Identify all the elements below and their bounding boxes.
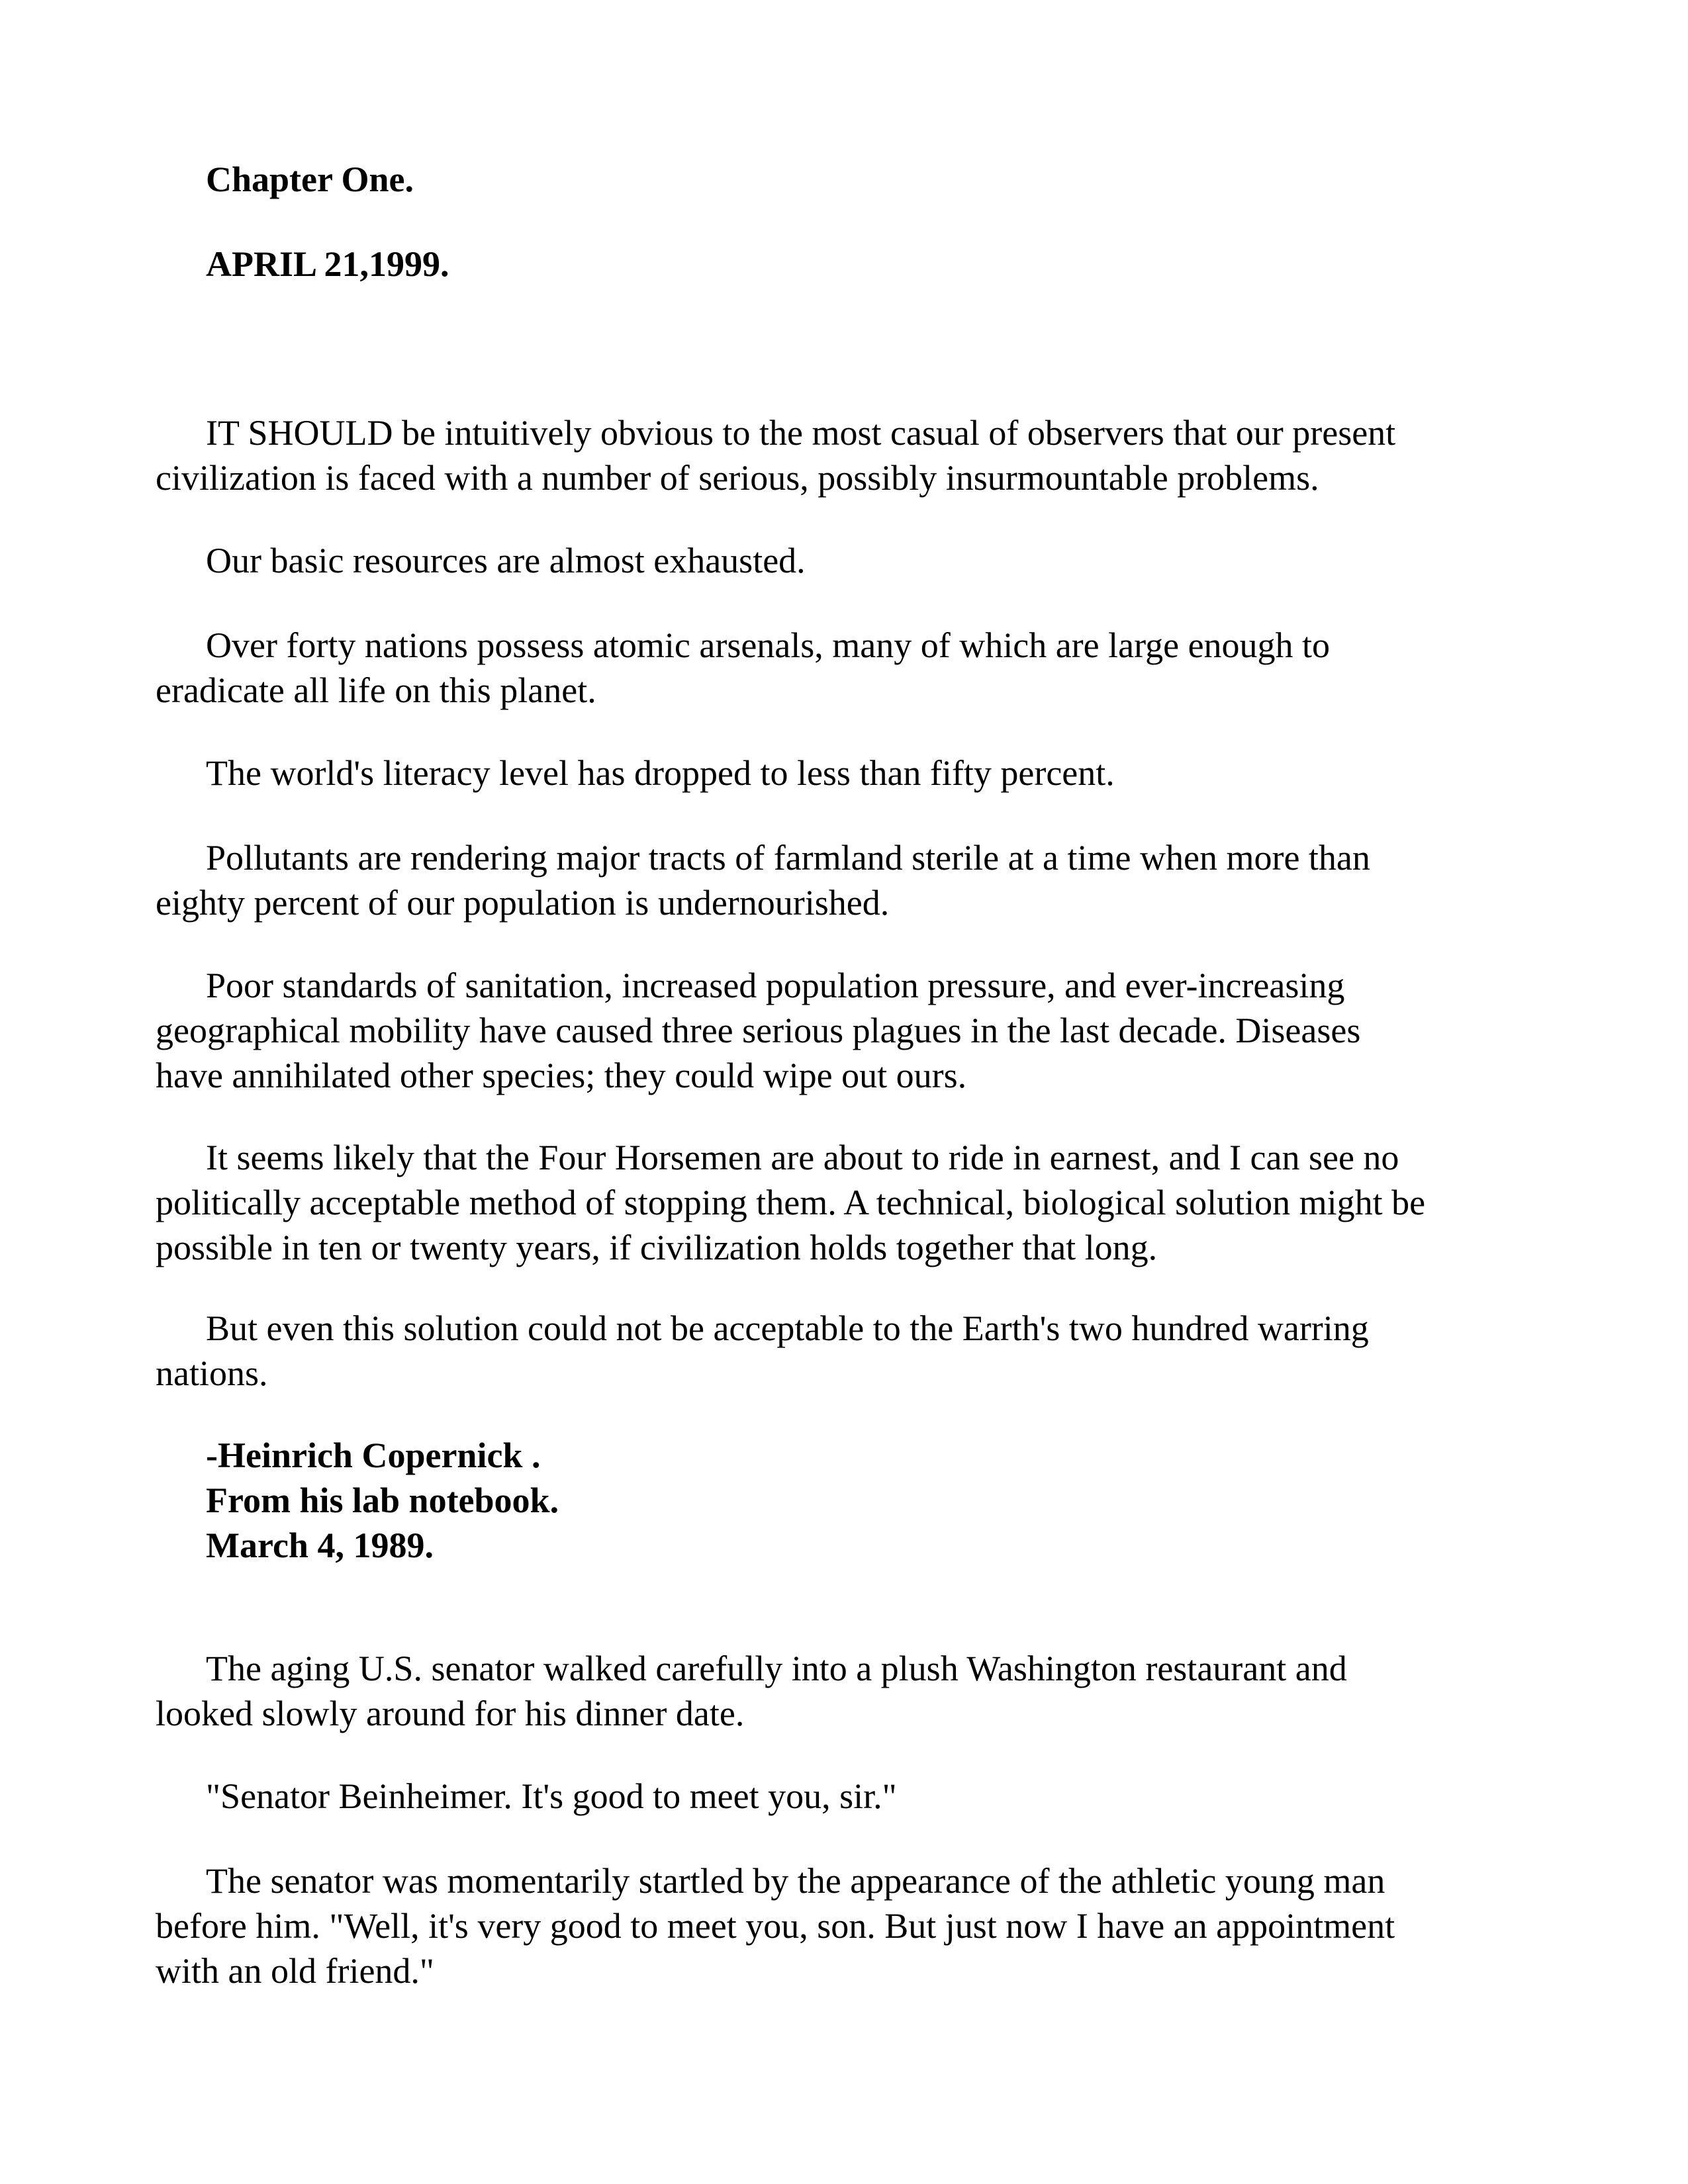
paragraph-line: nations. — [156, 1353, 268, 1393]
paragraph-line: Our basic resources are almost exhausted. — [206, 541, 806, 580]
paragraph — [156, 1646, 1532, 1736]
paragraph — [156, 623, 1532, 713]
paragraph-line: "Senator Beinheimer. It's good to meet you, sir." — [206, 1776, 897, 1816]
paragraph — [156, 835, 1532, 925]
attribution-date: March 4, 1989. — [206, 1525, 434, 1565]
paragraph-line: Over forty nations possess atomic arsenals, many of which are large enough to — [206, 625, 1331, 665]
paragraph-line: civilization is faced with a number of serious, possibly insurmountable problems. — [156, 458, 1319, 498]
epigraph-attribution — [156, 1433, 1583, 1568]
paragraph — [156, 538, 1532, 583]
paragraph-line: geographical mobility have caused three serious plagues in the last decade. Diseases — [156, 1011, 1361, 1050]
paragraph — [156, 1858, 1532, 1993]
paragraph-line: politically acceptable method of stopping them. A technical, biological solution might be — [156, 1183, 1426, 1222]
paragraph-line: It seems likely that the Four Horsemen are about to ride in earnest, and I can see no — [206, 1138, 1399, 1177]
paragraph-line: Poor standards of sanitation, increased population pressure, and ever-increasing — [206, 966, 1345, 1005]
attribution-source: From his lab notebook. — [206, 1480, 559, 1520]
paragraph-line: eradicate all life on this planet. — [156, 670, 596, 710]
paragraph — [156, 751, 1532, 796]
paragraph — [156, 963, 1532, 1098]
chapter-date: APRIL 21,1999. — [206, 244, 449, 284]
paragraph-line: But even this solution could not be acceptable to the Earth's two hundred warring — [206, 1308, 1369, 1348]
paragraph-line: looked slowly around for his dinner date. — [156, 1694, 745, 1733]
paragraph-line: have annihilated other species; they could wipe out ours. — [156, 1056, 967, 1095]
paragraph-line: The senator was momentarily startled by the appearance of the athletic young man — [206, 1861, 1385, 1901]
paragraph — [156, 1774, 1532, 1819]
paragraph-line: possible in ten or twenty years, if civilization holds together that long. — [156, 1228, 1158, 1267]
paragraph-line: before him. "Well, it's very good to meet you, son. But just now I have an appointment — [156, 1906, 1395, 1946]
paragraph-line: eighty percent of our population is undernourished. — [156, 883, 890, 923]
paragraph — [156, 410, 1532, 500]
paragraph — [156, 1306, 1532, 1396]
paragraph — [156, 1135, 1532, 1270]
paragraph-line: The aging U.S. senator walked carefully into a plush Washington restaurant and — [206, 1649, 1347, 1688]
paragraph-line: IT SHOULD be intuitively obvious to the most casual of observers that our present — [206, 413, 1396, 453]
paragraph-line: The world's literacy level has dropped to less than fifty percent. — [206, 753, 1115, 793]
attribution-author: -Heinrich Copernick . — [206, 1435, 541, 1475]
paragraph-line: with an old friend." — [156, 1951, 434, 1991]
chapter-title: Chapter One. — [206, 159, 414, 199]
paragraph-line: Pollutants are rendering major tracts of farmland sterile at a time when more than — [206, 838, 1370, 878]
